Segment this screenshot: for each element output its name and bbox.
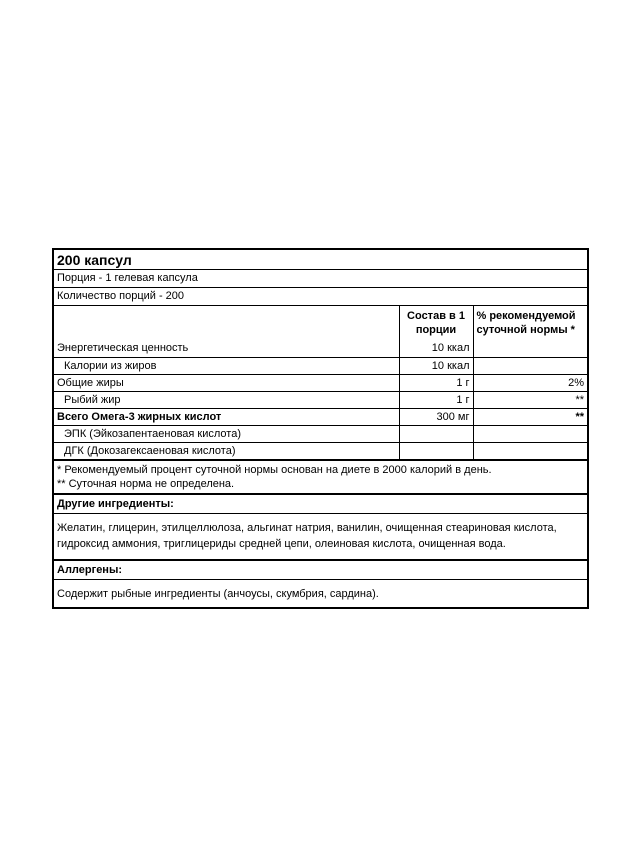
allergens-text: Содержит рыбные ингредиенты (анчоусы, скумбрия, сардина). [57,588,379,600]
table-row [54,374,587,391]
header-amount: Состав в 1 порции [399,306,473,340]
allergens-heading: Аллергены: [54,561,587,580]
footnote: ** Суточная норма не определена. [57,478,235,490]
nutrient-amount: 1 г [399,374,473,391]
nutrient-name: Калории из жиров [54,357,399,374]
nutrition-table-wrap [54,306,587,461]
nutrient-daily-value: 2% [473,374,587,391]
footnote: * Рекомендуемый процент суточной нормы основан на диете в 2000 калорий в день. [57,464,492,476]
table-row [54,408,587,425]
table-header-row [54,306,587,340]
nutrient-daily-value: ** [473,391,587,408]
serving-size: Порция - 1 гелевая капсула [54,270,587,288]
nutrient-name: ДГК (Докозагексаеновая кислота) [54,442,399,459]
nutrient-name: Всего Омега-3 жирных кислот [54,408,399,425]
table-row [54,340,587,357]
other-ingredients-text: Желатин, глицерин, этилцеллюлоза, альгинат натрия, ванилин, очищенная стеариновая кислота, гидроксид аммония, триглицериды средней цепи, олеиновая кислота, очищенная вода. [54,514,587,561]
header-name [54,306,399,340]
other-ingredients-heading: Другие ингредиенты: [54,495,587,514]
nutrient-daily-value [473,357,587,374]
nutrient-daily-value [473,425,587,442]
label-title: 200 капсул [54,250,587,270]
nutrient-amount [399,442,473,459]
table-row [54,357,587,374]
nutrient-amount: 1 г [399,391,473,408]
nutrition-table [54,306,587,459]
supplement-facts-label [52,248,589,609]
header-daily-value: % рекомендуемой суточной нормы * [473,306,587,340]
nutrient-amount: 10 ккал [399,340,473,357]
nutrient-daily-value [473,340,587,357]
nutrient-name: Общие жиры [54,374,399,391]
nutrient-amount [399,425,473,442]
nutrient-daily-value: ** [473,408,587,425]
servings-count: Количество порций - 200 [54,288,587,306]
table-row [54,442,587,459]
nutrient-amount: 300 мг [399,408,473,425]
nutrient-amount: 10 ккал [399,357,473,374]
table-row [54,391,587,408]
nutrient-name: Энергетическая ценность [54,340,399,357]
nutrient-name: ЭПК (Эйкозапентаеновая кислота) [54,425,399,442]
footnotes [54,461,587,495]
table-row [54,425,587,442]
nutrient-daily-value [473,442,587,459]
table-body [54,340,587,459]
nutrient-name: Рыбий жир [54,391,399,408]
